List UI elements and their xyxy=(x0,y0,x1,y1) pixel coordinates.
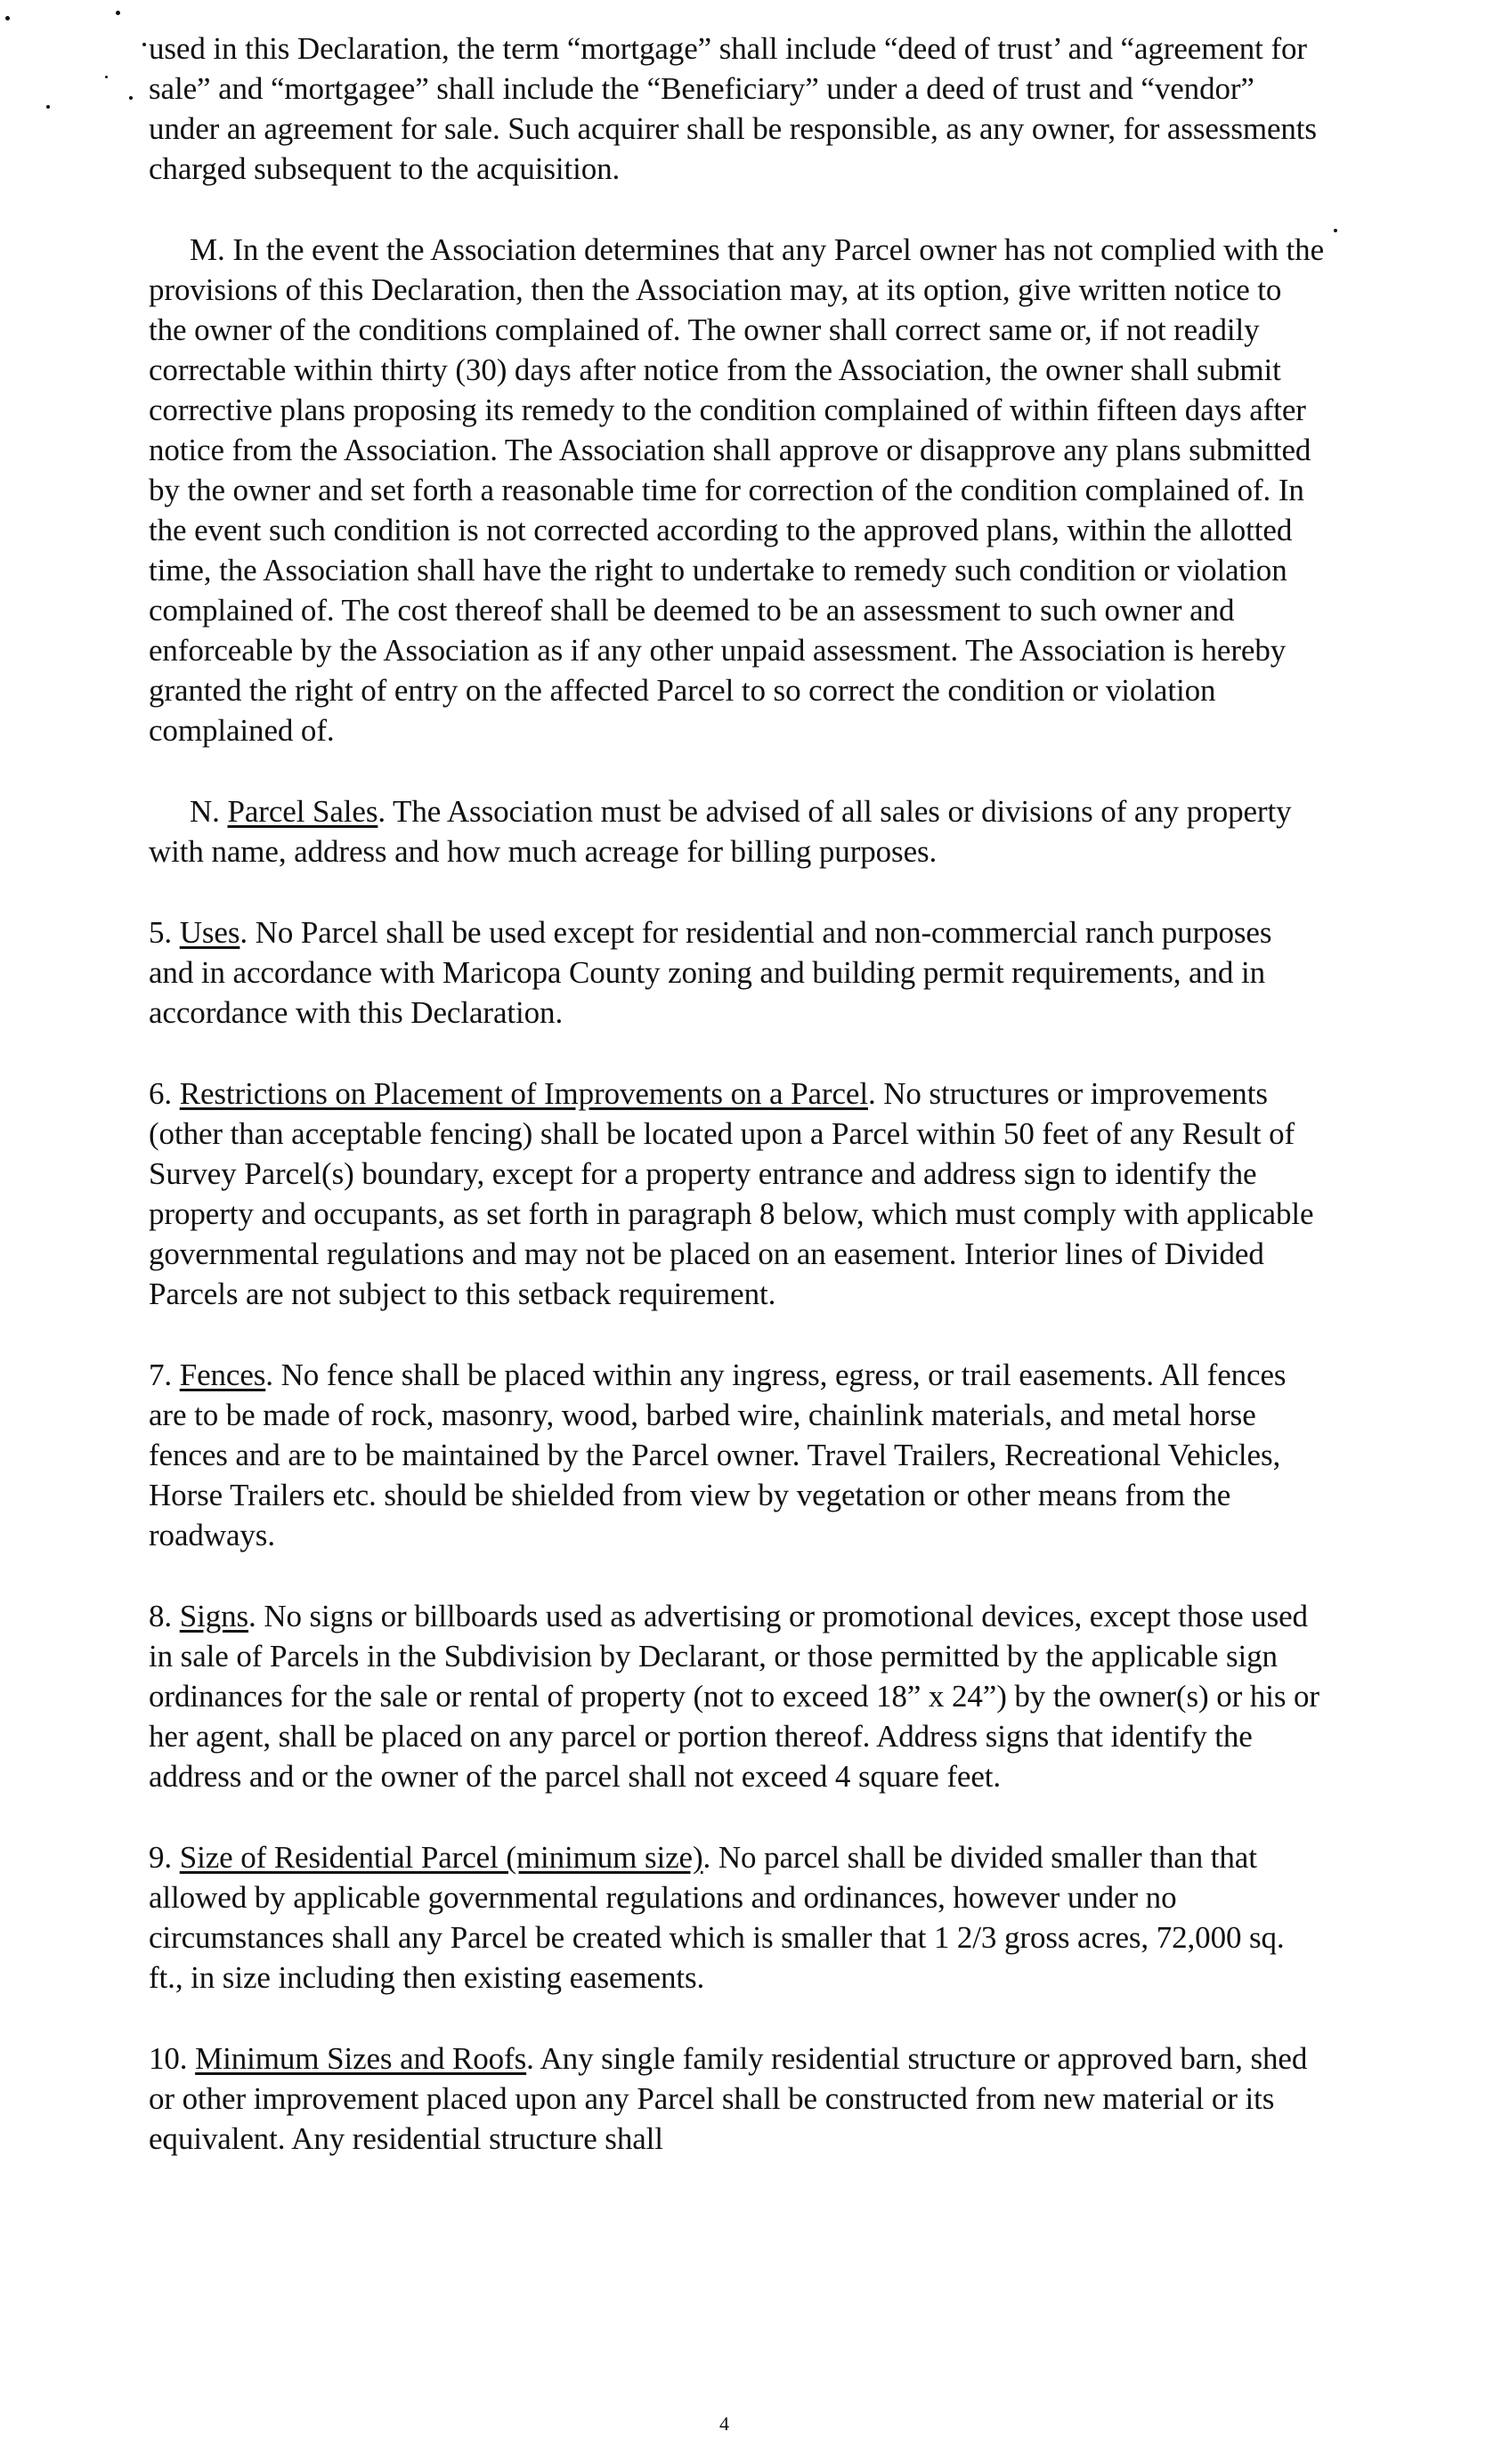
paragraph-M-noncompliance: M. In the event the Association determines that any Parcel owner has not complied with the provisions of this Declaration, then the Association may, at its option, give written notice to the owner of the conditions complained of. The owner shall correct same or, if not readily correctable within thirty (30) days after notice from the Association, the owner shall submit corrective plans proposing its remedy to the condition complained of within fifteen days after notice from the Association. The Association shall approve or disapprove any plans submitted by the owner and set forth a reasonable time for correction of the condition complained of. In the event such condition is not corrected according to the approved plans, within the allotted time, the Association shall have the right to undertake to remedy such condition or violation complained of. The cost thereof shall be deemed to be an assessment to such owner and enforceable by the Association as if any other unpaid assessment. The Association is hereby granted the right of entry on the affected Parcel to so correct the condition or violation complained of. xyxy=(149,232,1325,748)
paragraph-6-restrictions xyxy=(149,1074,1324,1314)
paragraph-7-fences xyxy=(149,1355,1324,1555)
scan-speck xyxy=(129,96,133,100)
paragraph-N-parcel-sales xyxy=(149,791,1324,871)
section-heading: Restrictions on Placement of Improvements on a Parcel xyxy=(179,1076,868,1111)
scan-speck xyxy=(46,105,50,109)
paragraph-10-minimum-sizes xyxy=(149,2038,1324,2159)
section-heading: Uses xyxy=(179,915,240,950)
scan-speck xyxy=(1334,229,1337,232)
paragraph-body: . The Association must be advised of all sales or divisions of any property with name, address and how much acreage for billing purposes. xyxy=(149,794,1292,869)
scan-speck xyxy=(105,76,108,78)
section-heading: Parcel Sales xyxy=(227,794,378,829)
document-body xyxy=(149,28,1324,2200)
scan-speck xyxy=(5,16,10,20)
section-heading: Minimum Sizes and Roofs xyxy=(195,2041,527,2076)
paragraph-body: . No structures or improvements (other than acceptable fencing) shall be located upon a Parcel within 50 feet of any Result of Survey Parcel(s) boundary, except for a property entrance and address sign to identify the property and occupants, as set forth in paragraph 8 below, which must comply with applicable governmental regulations and may not be placed on an easement. Interior lines of Divided Parcels are not subject to this setback requirement. xyxy=(149,1076,1314,1311)
section-heading: Fences xyxy=(179,1358,266,1392)
paragraph-prefix: 5. xyxy=(149,915,180,950)
paragraph-body: . No Parcel shall be used except for residential and non-commercial ranch purposes and in accordance with Maricopa County zoning and building permit requirements, and in accordance with this Declaration. xyxy=(149,915,1272,1030)
section-heading: Signs xyxy=(179,1599,249,1633)
scan-speck xyxy=(142,43,146,46)
paragraph-prefix: N. xyxy=(190,794,228,829)
page-number: 4 xyxy=(719,2412,729,2435)
paragraph-mortgage-definition: used in this Declaration, the term “mortgage” shall include “deed of trust’ and “agreement for sale” and “mortgagee” shall include the “Beneficiary” under a deed of trust and “vendor” under an agreement for sale. Such acquirer shall be responsible, as any owner, for assessments charged subsequent to the acquisition. xyxy=(149,31,1317,186)
paragraph-body: . No fence shall be placed within any ingress, egress, or trail easements. All fences are to be made of rock, masonry, wood, barbed wire, chainlink materials, and metal horse fences and are to be maintained by the Parcel owner. Travel Trailers, Recreational Vehicles, Horse Trailers etc. should be shielded from view by vegetation or other means from the roadways. xyxy=(149,1358,1287,1552)
paragraph-prefix: 8. xyxy=(149,1599,180,1633)
paragraph-prefix: 6. xyxy=(149,1076,180,1111)
paragraph-9-parcel-size xyxy=(149,1837,1324,1998)
paragraph-prefix: 10. xyxy=(149,2041,196,2076)
paragraph-body: . No signs or billboards used as advertising or promotional devices, except those used in sale of Parcels in the Subdivision by Declarant, or those permitted by the applicable sign ordinances for the sale or rental of property (not to exceed 18” x 24”) by the owner(s) or his or her agent, shall be placed on any parcel or portion thereof. Address signs that identify the address and or the owner of the parcel shall not exceed 4 square feet. xyxy=(149,1599,1319,1794)
paragraph-5-uses xyxy=(149,912,1324,1033)
paragraph-body: . Any single family residential structure or approved barn, shed or other improvement placed upon any Parcel shall be constructed from new material or its equivalent. Any residential structure shall xyxy=(149,2041,1308,2156)
paragraph-prefix: 7. xyxy=(149,1358,180,1392)
section-heading: Size of Residential Parcel (minimum size) xyxy=(179,1840,703,1875)
paragraph-prefix: 9. xyxy=(149,1840,180,1875)
paragraph-body: . No parcel shall be divided smaller than that allowed by applicable governmental regulations and ordinances, however under no circumstances shall any Parcel be created which is smaller that 1 2/3 gross acres, 72,000 sq. ft., in size including then existing easements. xyxy=(149,1840,1285,1995)
scan-speck xyxy=(116,11,120,15)
paragraph-8-signs xyxy=(149,1596,1324,1796)
